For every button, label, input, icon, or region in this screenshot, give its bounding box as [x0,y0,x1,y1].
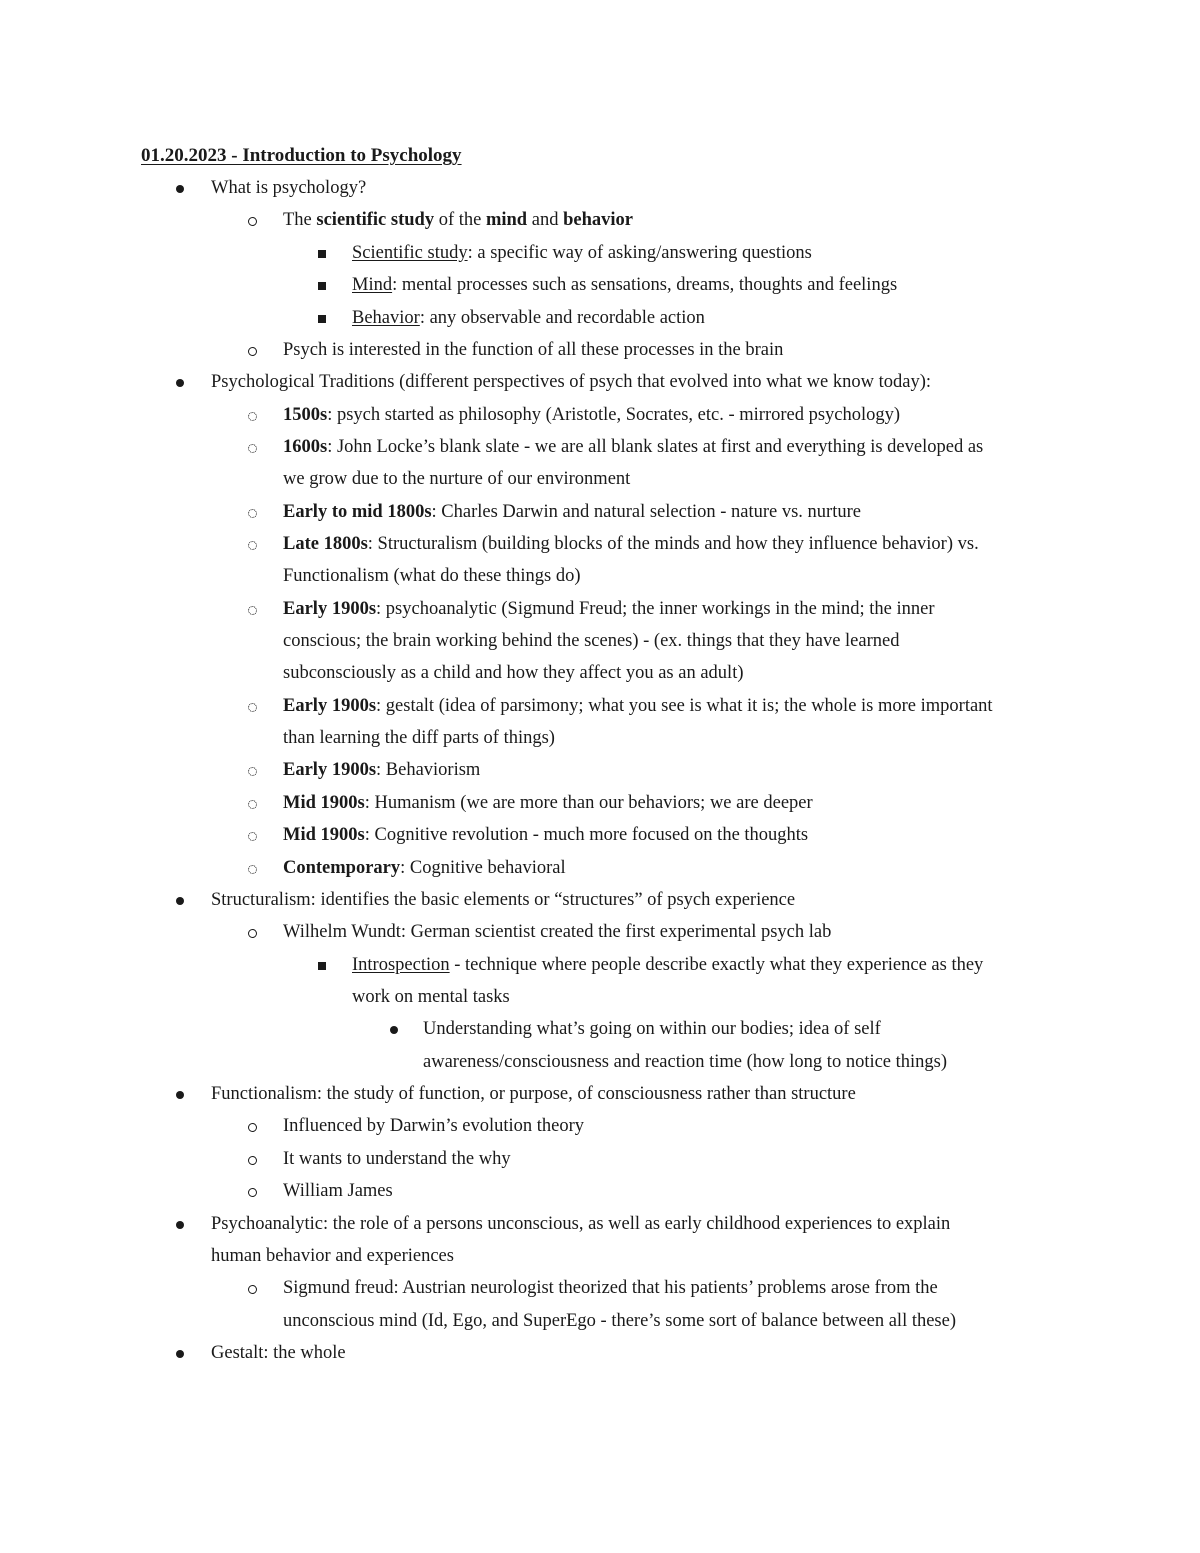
list-item: Influenced by Darwin’s evolution theory [283,1116,585,1136]
list-item: Behavior: any observable and recordable action [352,308,705,328]
list-item: Mid 1900s: Humanism (we are more than our behaviors; we are deeper [283,793,813,813]
list-item: Psychoanalytic: the role of a persons unconscious, as well as early childhood experiences to explain [211,1214,951,1234]
list-item-continuation: work on mental tasks [352,987,510,1007]
bullet-dotted-circle [248,856,257,880]
bullet-square [318,241,326,265]
list-item: Psychological Traditions (different perspectives of psych that evolved into what we know today): [211,372,931,392]
bullet-disc [390,1017,398,1041]
list-item: Contemporary: Cognitive behavioral [283,858,566,878]
list-item: Early to mid 1800s: Charles Darwin and natural selection - nature vs. nurture [283,502,861,522]
list-item: The scientific study of the mind and behavior [283,210,633,230]
list-item: 1600s: John Locke’s blank slate - we are all blank slates at first and everything is developed as [283,437,984,457]
list-item: Wilhelm Wundt: German scientist created the first experimental psych lab [283,922,832,942]
list-item-continuation: we grow due to the nurture of our environment [283,469,631,489]
list-item-continuation: unconscious mind (Id, Ego, and SuperEgo - there’s some sort of balance between all these) [283,1311,957,1331]
bullet-circle [248,1179,257,1203]
list-item: Late 1800s: Structuralism (building blocks of the minds and how they influence behavior) vs. [283,534,979,554]
bullet-dotted-circle [248,758,257,782]
list-item: Mind: mental processes such as sensations, dreams, thoughts and feelings [352,275,898,295]
list-item-continuation: subconsciously as a child and how they affect you as an adult) [283,663,744,683]
list-item-continuation: Functionalism (what do these things do) [283,566,581,586]
bullet-disc [176,1341,184,1365]
bullet-dotted-circle [248,403,257,427]
bullet-square [318,273,326,297]
list-item: Introspection - technique where people describe exactly what they experience as they [352,955,984,975]
bullet-dotted-circle [248,823,257,847]
list-item: Scientific study: a specific way of asking/answering questions [352,243,812,263]
bullet-dotted-circle [248,597,257,621]
bullet-dotted-circle [248,532,257,556]
list-item: Structuralism: identifies the basic elements or “structures” of psych experience [211,890,796,910]
bullet-dotted-circle [248,500,257,524]
list-item: Sigmund freud: Austrian neurologist theorized that his patients’ problems arose from the [283,1278,938,1298]
bullet-square [318,306,326,330]
bullet-dotted-circle [248,435,257,459]
list-item: It wants to understand the why [283,1149,511,1169]
list-item: Early 1900s: gestalt (idea of parsimony; what you see is what it is; the whole is more important [283,696,993,716]
list-item: Early 1900s: psychoanalytic (Sigmund Freud; the inner workings in the mind; the inner [283,599,935,619]
list-item-continuation: awareness/consciousness and reaction time (how long to notice things) [423,1052,948,1072]
bullet-dotted-circle [248,791,257,815]
list-item: Mid 1900s: Cognitive revolution - much more focused on the thoughts [283,825,809,845]
list-item: Early 1900s: Behaviorism [283,760,481,780]
bullet-disc [176,1212,184,1236]
bullet-disc [176,888,184,912]
bullet-circle [248,1276,257,1300]
bullet-disc [176,370,184,394]
list-item-continuation: human behavior and experiences [211,1246,454,1266]
list-item-continuation: conscious; the brain working behind the scenes) - (ex. things that they have learned [283,631,900,651]
bullet-disc [176,176,184,200]
list-item: Functionalism: the study of function, or purpose, of consciousness rather than structure [211,1084,856,1104]
list-item: What is psychology? [211,178,367,198]
page-title: 01.20.2023 - Introduction to Psychology [141,145,462,166]
list-item: 1500s: psych started as philosophy (Aristotle, Socrates, etc. - mirrored psychology) [283,405,901,425]
bullet-disc [176,1082,184,1106]
bullet-circle [248,1147,257,1171]
bullet-circle [248,920,257,944]
bullet-circle [248,1114,257,1138]
list-item: Understanding what’s going on within our bodies; idea of self [423,1019,881,1039]
list-item: Psych is interested in the function of all these processes in the brain [283,340,784,360]
list-item: William James [283,1181,393,1201]
bullet-circle [248,338,257,362]
list-item: Gestalt: the whole [211,1343,346,1363]
list-item-continuation: than learning the diff parts of things) [283,728,555,748]
bullet-circle [248,208,257,232]
bullet-square [318,953,326,977]
bullet-dotted-circle [248,694,257,718]
